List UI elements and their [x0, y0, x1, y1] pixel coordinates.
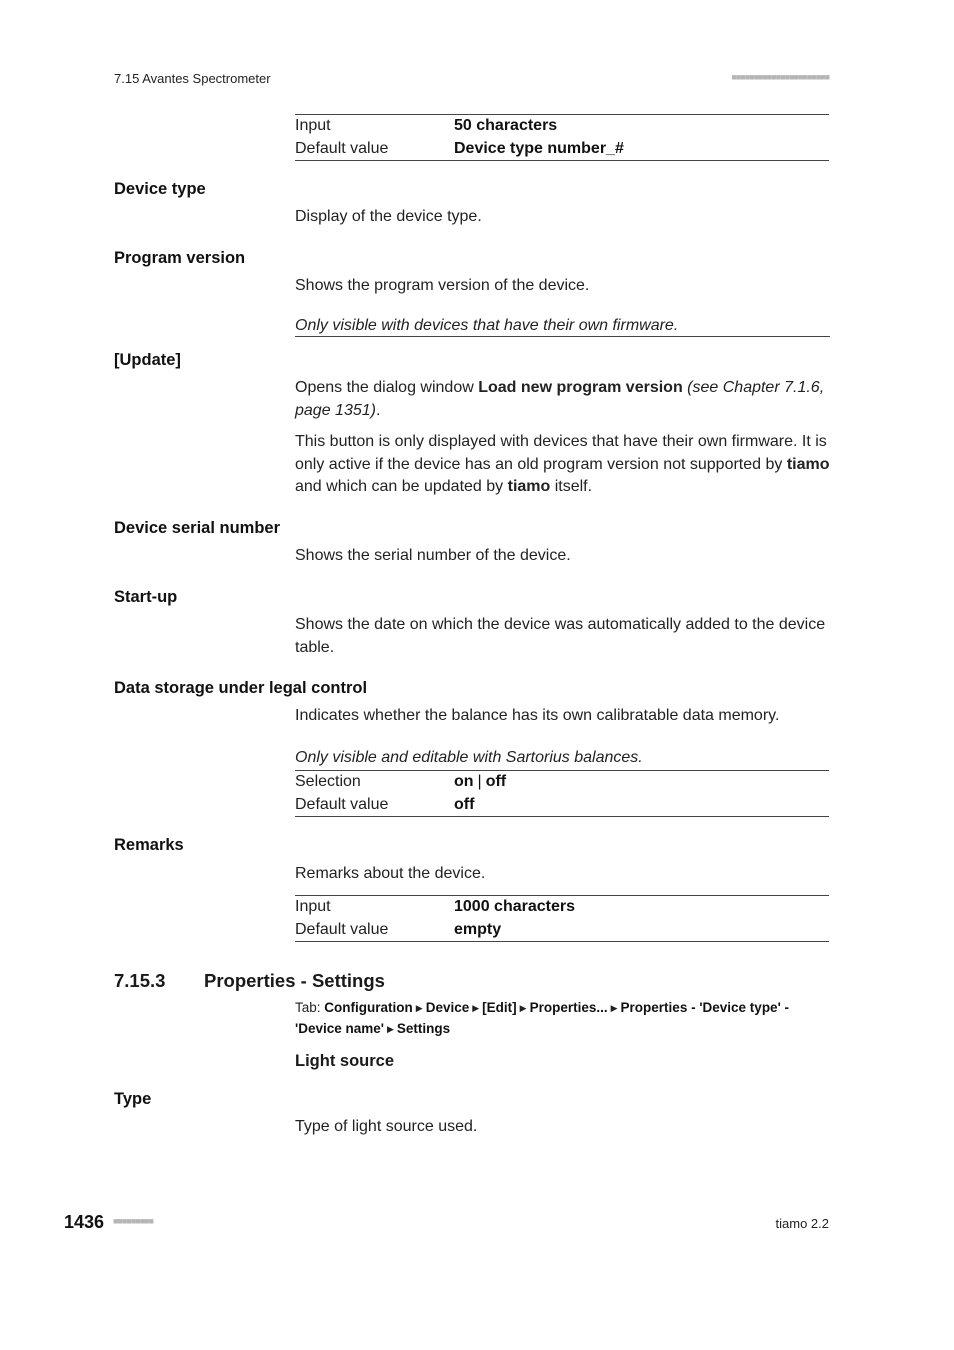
param-value: Device type number_#	[454, 139, 624, 157]
remarks-parameter-table	[295, 895, 829, 942]
param-value: 1000 characters	[454, 898, 575, 915]
param-value: 50 characters	[454, 117, 558, 134]
term-remarks: Remarks	[114, 836, 184, 854]
data-storage-parameter-table	[295, 770, 829, 817]
term-update: [Update]	[114, 351, 181, 369]
desc-update-p2: This button is only displayed with devices that have their own firmware. It is only active if the device has an old program version not supported by tiamo and which can be updated by tiamo itself.	[295, 433, 830, 495]
term-program-version: Program version	[114, 249, 246, 267]
tab-path: Tab: Configuration ▶ Device ▶ [Edit] ▶ Properties... ▶ Properties - 'Device type' - 'Device name' ▶ Settings	[295, 1000, 790, 1036]
table-row	[295, 115, 829, 138]
param-key: Default value	[295, 139, 389, 157]
product-version: tiamo 2.2	[775, 1216, 829, 1231]
table-row	[295, 771, 829, 794]
note-data-storage: Only visible and editable with Sartorius balances.	[295, 749, 643, 766]
table-row	[295, 896, 829, 919]
arrow-right-icon: ▶	[386, 1024, 394, 1034]
term-device-type: Device type	[114, 180, 206, 198]
note-program-version: Only visible with devices that have their own firmware.	[295, 317, 830, 337]
desc-start-up: Shows the date on which the device was automatically added to the device table.	[295, 616, 826, 656]
desc-device-type: Display of the device type.	[295, 208, 482, 225]
desc-device-serial-number: Shows the serial number of the device.	[295, 547, 571, 564]
arrow-right-icon: ▶	[519, 1003, 527, 1013]
desc-program-version: Shows the program version of the device.	[295, 277, 590, 294]
param-key: Default value	[295, 920, 389, 938]
footer-dots: ■■■■■■■■■	[113, 1216, 153, 1226]
term-device-serial-number: Device serial number	[114, 519, 280, 537]
param-key: Input	[295, 898, 331, 915]
section-number: 7.15.3	[114, 970, 166, 991]
tab-label: Tab:	[295, 1000, 321, 1015]
arrow-right-icon: ▶	[472, 1003, 480, 1013]
running-header-dots: ■■■■■■■■■■■■■■■■■■■■■■	[731, 72, 829, 82]
running-header-section: 7.15 Avantes Spectrometer	[114, 71, 271, 86]
arrow-right-icon: ▶	[610, 1003, 618, 1013]
param-value: on | off	[454, 773, 507, 790]
page-number: 1436	[64, 1212, 105, 1232]
param-key: Default value	[295, 795, 389, 813]
chapter-reference: (see Chapter 7.1.6, page 1351)	[295, 379, 825, 419]
table-row	[295, 919, 829, 942]
param-key: Input	[295, 117, 331, 134]
desc-remarks: Remarks about the device.	[295, 865, 486, 882]
term-data-storage: Data storage under legal control	[114, 679, 368, 697]
desc-update-p1: Opens the dialog window Load new program version (see Chapter 7.1.6, page 1351).	[295, 379, 825, 419]
term-type: Type	[114, 1090, 152, 1108]
table-row	[295, 794, 829, 817]
param-value: empty	[454, 920, 502, 938]
param-key: Selection	[295, 773, 361, 790]
param-value: off	[454, 795, 475, 813]
table-row	[295, 138, 829, 161]
dialog-name: Load new program version	[478, 379, 683, 396]
desc-type: Type of light source used.	[295, 1118, 478, 1135]
term-start-up: Start-up	[114, 588, 178, 606]
section-title: Properties - Settings	[204, 970, 385, 991]
subheading-light-source: Light source	[295, 1052, 395, 1070]
device-name-parameter-table	[295, 114, 829, 161]
arrow-right-icon: ▶	[415, 1003, 423, 1013]
desc-data-storage: Indicates whether the balance has its own calibratable data memory.	[295, 707, 780, 724]
